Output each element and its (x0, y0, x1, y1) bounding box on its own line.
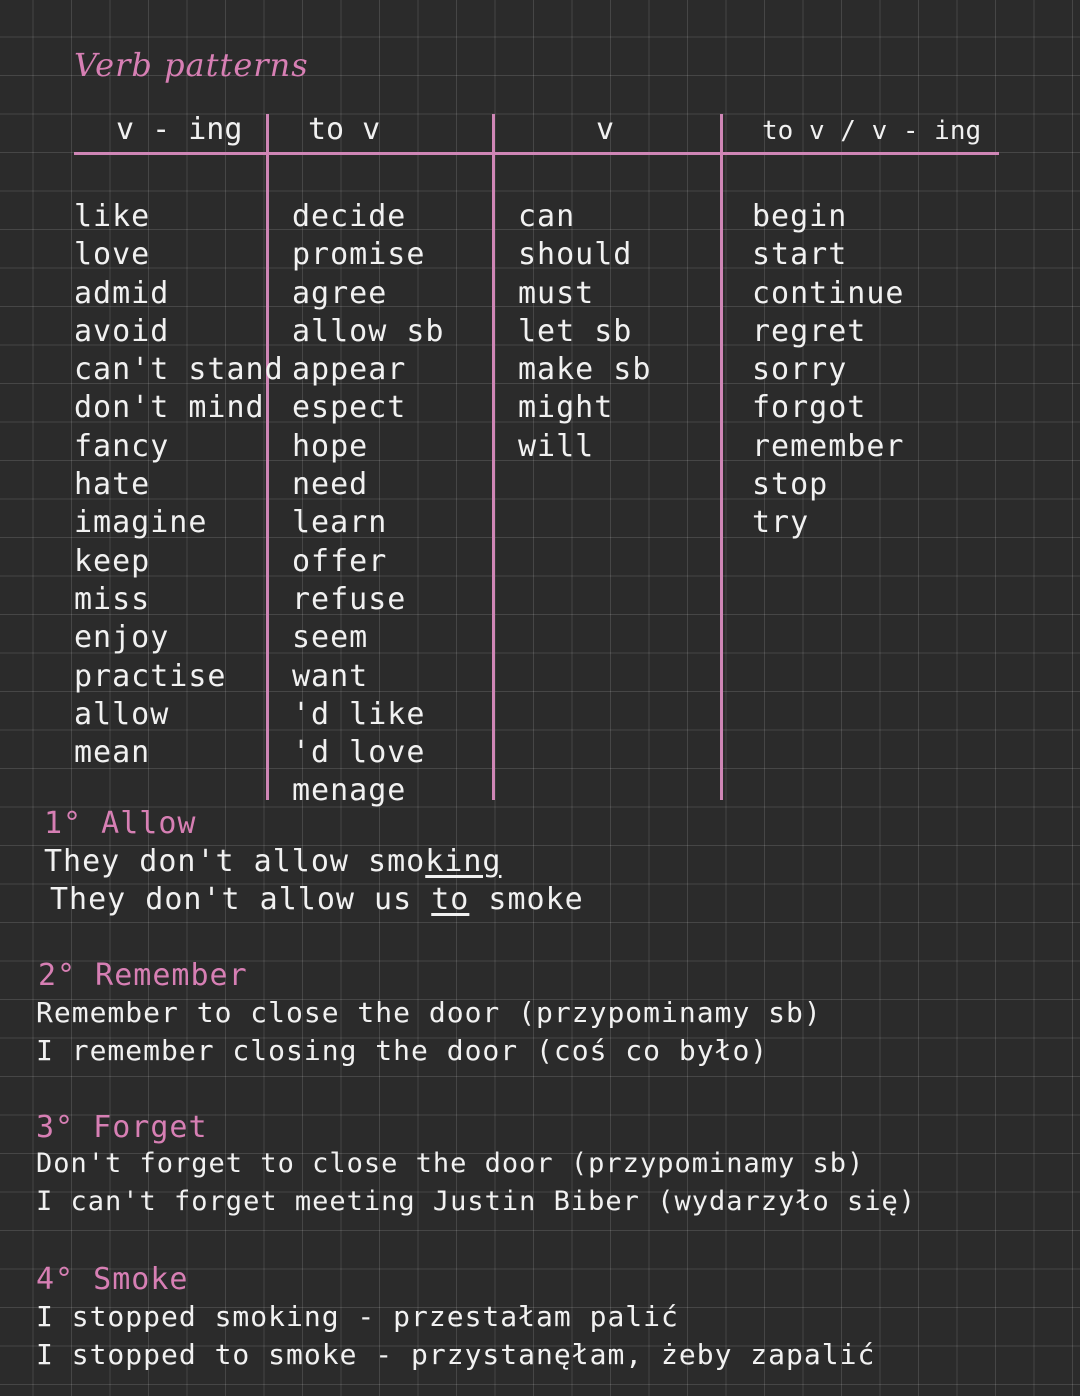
list-item: agree (292, 275, 388, 311)
list-item: stop (752, 467, 829, 503)
list-item: avoid (74, 313, 170, 349)
list-item: hate (74, 467, 151, 503)
note-line: I remember closing the door (coś co było) (36, 1034, 769, 1067)
list-item: forgot (752, 390, 867, 426)
column-header-to-v-or-ving: to v / v - ing (762, 116, 982, 146)
column-to-v-or-ving-list (752, 198, 905, 543)
note-text-underlined: to (431, 882, 470, 917)
list-item: continue (752, 275, 905, 311)
note-line: I stopped to smoke - przystanęłam, żeby zapalić (36, 1338, 876, 1371)
page-title: Verb patterns (74, 46, 309, 84)
list-item: should (518, 237, 633, 273)
list-item: let sb (518, 313, 633, 349)
column-ving-list (74, 198, 284, 772)
list-item: remember (752, 428, 905, 464)
list-item: appear (292, 352, 407, 388)
note-text: They don't allow us (50, 882, 432, 917)
list-item: can't stand (74, 352, 284, 388)
note-heading-forget: 3° Forget (36, 1110, 208, 1145)
list-item: like (74, 199, 151, 234)
list-item: need (292, 467, 369, 503)
column-divider-2 (492, 114, 495, 800)
list-item: mean (74, 735, 151, 771)
column-header-to-v: to v (308, 112, 381, 147)
list-item: make sb (518, 352, 652, 388)
list-item: hope (292, 428, 369, 464)
list-item: enjoy (74, 620, 170, 656)
list-item: will (518, 428, 595, 464)
column-divider-3 (720, 114, 723, 800)
list-item: allow (74, 696, 170, 732)
note-heading-allow: 1° Allow (44, 806, 197, 841)
list-item: sorry (752, 352, 848, 388)
list-item: espect (292, 390, 407, 426)
note-line (44, 844, 501, 879)
list-item: admid (74, 275, 170, 311)
column-v-list (518, 198, 651, 466)
list-item: seem (292, 620, 369, 656)
note-heading-smoke: 4° Smoke (36, 1262, 189, 1297)
note-line: I stopped smoking - przestałam palić (36, 1300, 679, 1333)
note-heading-remember: 2° Remember (38, 958, 248, 993)
note-text-underlined: king (425, 844, 502, 879)
list-item: practise (74, 658, 227, 694)
column-to-v-list (292, 198, 445, 811)
column-header-v: v (596, 112, 615, 147)
list-item: begin (752, 199, 848, 234)
list-item: start (752, 237, 848, 273)
list-item: must (518, 275, 595, 311)
list-item: 'd love (292, 735, 426, 771)
note-line: I can't forget meeting Justin Biber (wydarzyło się) (36, 1186, 917, 1217)
list-item: 'd like (292, 696, 426, 732)
list-item: might (518, 390, 614, 426)
list-item: keep (74, 543, 151, 579)
list-item: allow sb (292, 313, 445, 349)
list-item: imagine (74, 505, 208, 541)
list-item: fancy (74, 428, 170, 464)
list-item: love (74, 237, 151, 273)
list-item: regret (752, 313, 867, 349)
list-item: offer (292, 543, 388, 579)
list-item: promise (292, 237, 426, 273)
list-item: refuse (292, 581, 407, 617)
list-item: decide (292, 199, 407, 234)
list-item: miss (74, 581, 151, 617)
list-item: don't mind (74, 390, 265, 426)
note-line (50, 882, 584, 917)
column-header-ving: v - ing (116, 112, 243, 147)
note-line: Don't forget to close the door (przypominamy sb) (36, 1148, 865, 1179)
list-item: can (518, 199, 576, 234)
note-text: They don't allow smo (44, 844, 426, 879)
list-item: try (752, 505, 810, 541)
note-line: Remember to close the door (przypominamy sb) (36, 996, 822, 1029)
table-header-rule (74, 152, 999, 155)
list-item: want (292, 658, 369, 694)
list-item: menage (292, 773, 407, 809)
note-text: smoke (469, 882, 584, 917)
list-item: learn (292, 505, 388, 541)
